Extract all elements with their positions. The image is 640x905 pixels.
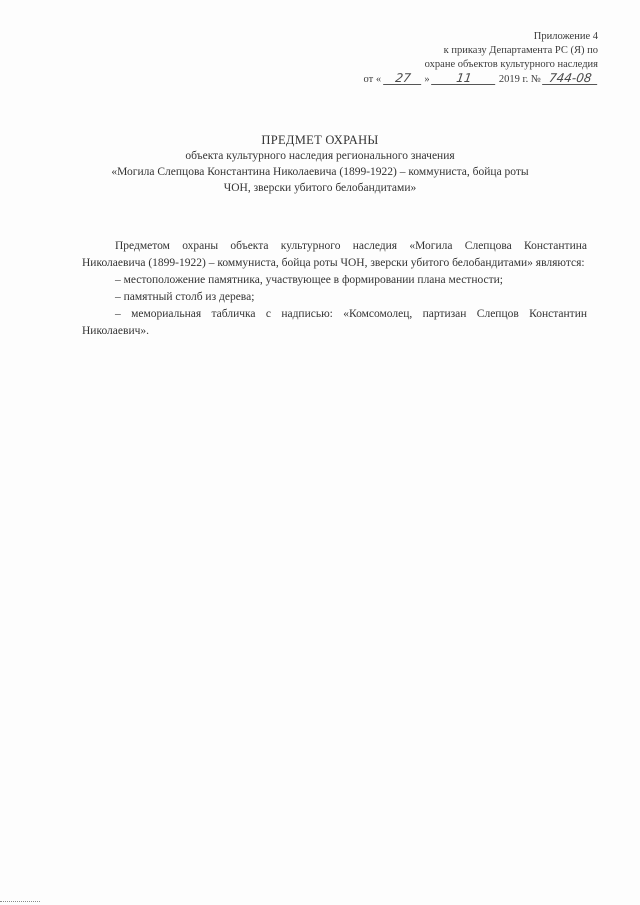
- order-date-prefix: от «: [363, 74, 382, 85]
- appendix-order-ref: к приказу Департамента РС (Я) по: [443, 45, 598, 56]
- document-body: [82, 238, 587, 340]
- order-quote-close: »: [424, 74, 430, 85]
- title-object-name: «Могила Слепцова Константина Николаевича (1899-1922) – коммуниста, бойца роты: [111, 166, 529, 178]
- list-item: – местоположение памятника, участвующее в формировании плана местности;: [115, 274, 504, 286]
- order-month-handwritten: 11: [431, 72, 497, 85]
- appendix-number: Приложение 4: [533, 31, 598, 42]
- order-day-handwritten: 27: [383, 72, 423, 85]
- document-title: [110, 132, 530, 196]
- appendix-reference: [358, 30, 598, 87]
- order-date-number: [358, 72, 598, 87]
- title-object-type: объекта культурного наследия регионального значения: [185, 150, 455, 162]
- title-heading: ПРЕДМЕТ ОХРАНЫ: [261, 133, 379, 147]
- order-number-handwritten: 744-08: [543, 72, 599, 85]
- list-item: – памятный столб из дерева;: [115, 291, 255, 303]
- title-object-name-cont: ЧОН, зверски убитого белобандитами»: [223, 182, 417, 194]
- scan-edge-mark: [0, 900, 40, 902]
- appendix-department: охране объектов культурного наследия: [424, 59, 598, 70]
- body-intro-paragraph: Предметом охраны объекта культурного наследия «Могила Слепцова Константина Николаевича (1899-1922) – коммуниста, бойца роты ЧОН, зверски убитого белобандитами» являются:: [82, 240, 587, 269]
- order-year-label: 2019 г. №: [498, 74, 541, 85]
- list-item: – мемориальная табличка с надписью: «Комсомолец, партизан Слепцов Константин Николаевич».: [82, 308, 587, 337]
